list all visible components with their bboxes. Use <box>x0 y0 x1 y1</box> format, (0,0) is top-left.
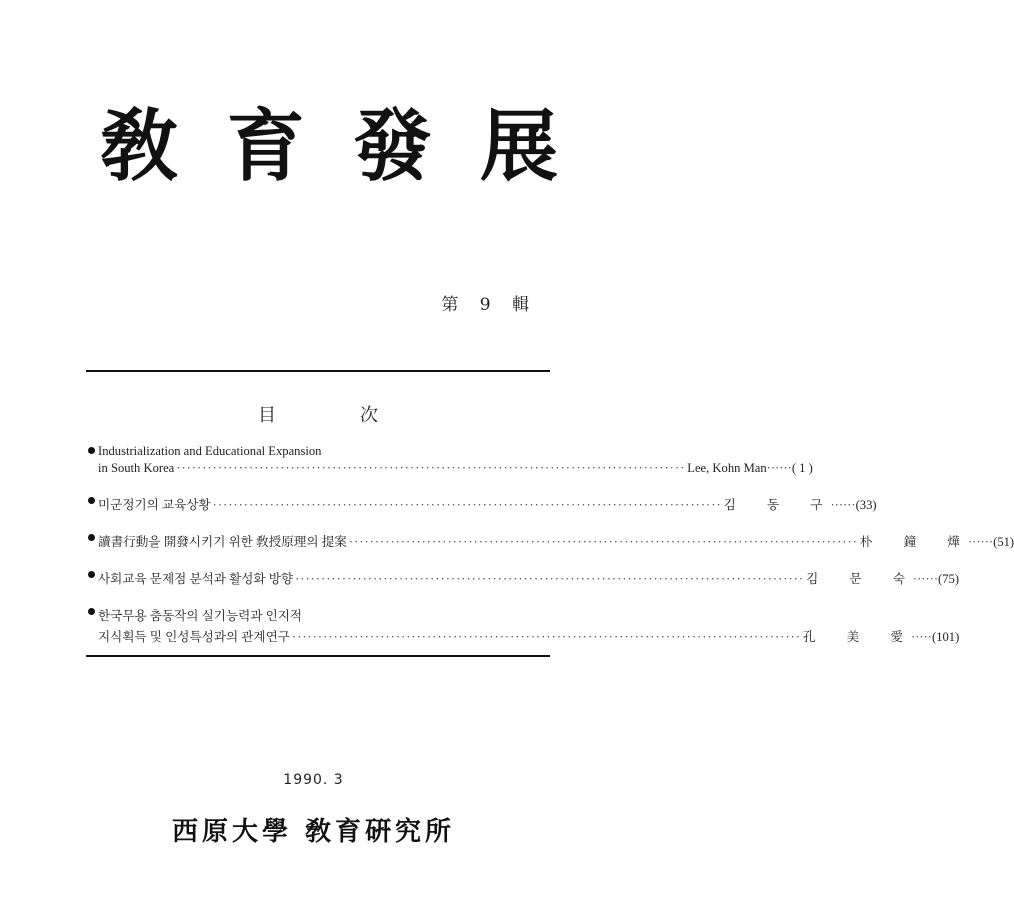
entry-author: 김 동 구 <box>723 498 837 512</box>
top-divider <box>86 370 550 372</box>
journal-title <box>100 101 560 192</box>
leader-dots: ·································································································· <box>295 572 805 586</box>
bullet-icon <box>88 497 95 504</box>
issue-number: 第 9 輯 <box>441 295 537 315</box>
leader-dots: ·································································································· <box>176 461 686 475</box>
entry-title: 사회교육 문제점 분석과 활성화 방향 <box>98 572 294 586</box>
toc-entry[interactable] <box>88 568 960 587</box>
entry-title: 讀書行動을 開發시키기 위한 敎授原理의 提案 <box>98 535 347 549</box>
table-of-contents <box>88 444 1014 663</box>
leader-dots: ·································································································· <box>291 630 801 644</box>
bullet-icon <box>88 608 95 615</box>
bullet-icon <box>88 534 95 541</box>
toc-heading-char-1: 目 <box>258 405 276 426</box>
bottom-divider <box>86 655 550 657</box>
leader-dots: ······ <box>912 572 939 586</box>
entry-author: 孔 美 愛 <box>802 630 918 644</box>
entry-page: (33) <box>855 498 877 512</box>
entry-title: 미군정기의 교육상황 <box>98 498 211 512</box>
leader-dots: ······ <box>766 461 792 475</box>
bullet-icon <box>88 447 95 454</box>
toc-entry[interactable] <box>88 605 960 645</box>
title-char-4: 展 <box>479 101 560 192</box>
entry-author: 朴 鐘 燁 <box>859 535 974 549</box>
leader-dots: ······ <box>967 535 994 549</box>
entry-author: Lee, Kohn Man <box>687 461 767 475</box>
publication-date: 1990. 3 <box>283 772 344 788</box>
title-char-3: 發 <box>353 101 434 192</box>
toc-entry[interactable] <box>88 494 877 513</box>
entry-title-line-2: in South Korea <box>98 461 175 475</box>
leader-dots: ······ <box>830 498 856 512</box>
entry-title-line-1: 한국무용 춤동작의 실기능력과 인지적 <box>98 609 303 623</box>
bullet-icon <box>88 571 95 578</box>
entry-title-line-2: 지식획득 및 인성특성과의 관계연구 <box>98 630 290 644</box>
leader-dots: ····· <box>911 630 932 644</box>
title-char-1: 敎 <box>100 101 181 192</box>
entry-page: ( 1 ) <box>791 461 813 475</box>
toc-heading-char-2: 次 <box>360 405 378 426</box>
leader-dots: ·································································································· <box>348 535 858 549</box>
leader-dots: ·································································································· <box>212 498 722 512</box>
entry-title-line-1: Industrialization and Educational Expansion <box>98 444 322 458</box>
toc-heading <box>258 401 378 427</box>
entry-author: 김 문 숙 <box>806 572 919 586</box>
entry-page: (101) <box>932 630 960 644</box>
publisher: 西原大學 敎育硏究所 <box>171 817 456 847</box>
title-char-2: 育 <box>226 101 307 192</box>
entry-page: (51) <box>993 535 1014 549</box>
entry-page: (75) <box>938 572 960 586</box>
toc-entry[interactable] <box>88 444 813 476</box>
toc-entry[interactable] <box>88 531 1014 550</box>
